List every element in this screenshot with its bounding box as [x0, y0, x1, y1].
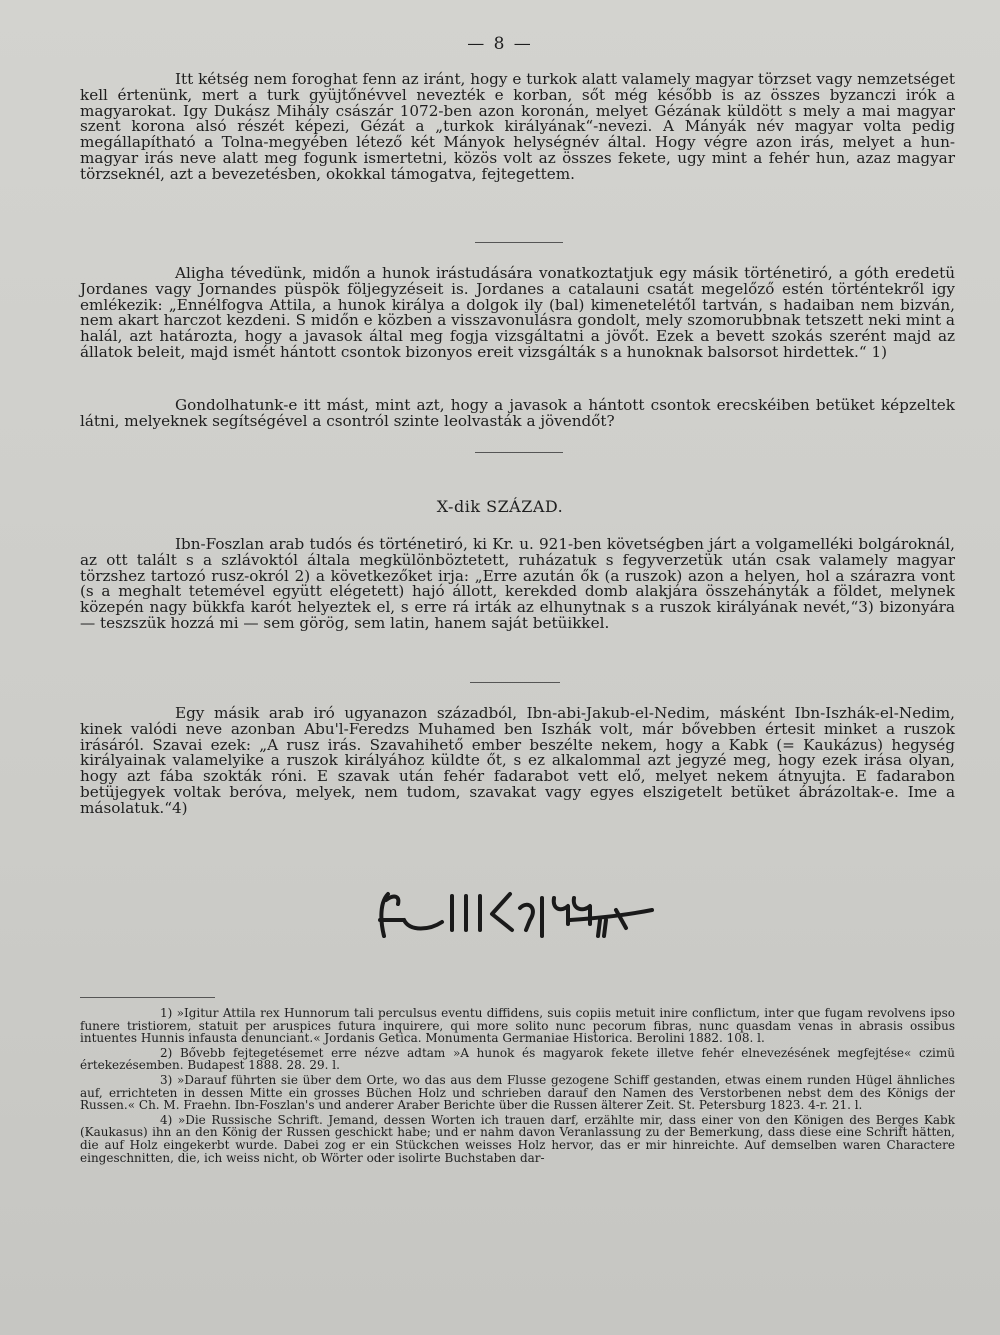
footnote-3: 3) »Darauf führten sie über dem Orte, wo das aus dem Flusse gezogene Schiff gestanden, etwas einem runden Hügel ähnliches auf, errichteten in dessen Mitte ein grosses Büchen Holz und schrieben darauf den Namen des Verstorbenen nebst dem des Königs der Russen.« Ch. M. Fraehn. Ibn-Foszlan's und anderer Araber Berichte über die Russen älterer Zeit. St. Petersburg 1823. 4-r. 21. l.: [80, 1072, 955, 1113]
section-heading: X-dik SZÁZAD.: [436, 497, 564, 516]
paragraph-text: Ibn-Foszlan arab tudós és történetiró, ki Kr. u. 921-ben követségben járt a volgamelléki bolgároknál, az ott talált s a szlávoktól általa megkülönböztetett, ruházatuk s fegyverzetük után csak valamely magyar törzshez tartozó rusz-okról 2) a következőket irja: „Erre azután ők (a ruszok) azon a helyen, hol a szárazra vont (s a meghalt tetemével együtt elégetett) hajó állott, kerekded domb alakjára összehányták a földet, melynek közepén nagy bükkfa karót helyeztek el, s erre rá irták az elhunytnak s a ruszok királyának nevét,“3) bizonyára — teszszük hozzá mi — sem görög, sem latin, hanem saját betüikkel.: [80, 535, 955, 632]
paragraph-ibn-foszlan: [80, 537, 955, 632]
footnote-4: 4) »Die Russische Schrift. Jemand, dessen Worten ich trauen darf, erzählte mir, dass einer von den Königen des Berges Kabk (Kaukasus) ihn an den König der Russen geschickt habe; und er nahm davon Veranlassung zu der Bemerkung, dass diese eine Schrift hätten, die auf Holz eingekerbt wurde. Dabei zog er ein Stückchen weisses Holz hervor, das er mir hinreichte. Auf demselben waren Charactere eingeschnitten, die, ich weiss nicht, ob Wörter oder isolirte Buchstaben dar-: [80, 1112, 955, 1165]
paragraph-text: Gondolhatunk-e itt mást, mint azt, hogy a javasok a hántott csontok erecskéiben betüket képzeltek látni, melyeknek segítségével a csontról szinte leolvasták a jövendőt?: [80, 396, 955, 430]
paragraph-jordanes: [80, 266, 955, 361]
footnote-divider: [80, 997, 215, 998]
footnotes: [80, 1007, 955, 1166]
paragraph-text: Itt kétség nem foroghat fenn az iránt, hogy e turkok alatt valamely magyar törzset vagy nemzetséget kell értenünk, mert a turk gyüjtőnévvel nevezték e korban, sőt még később is az összes byzanczi irók a magyarokat. Igy Dukász Mihály császár 1072-ben azon koronán, melyet Gézának küldött s mely a mai magyar szent korona alsó részét képezi, Gézát a „turkok királyának“-nevezi. A Mányák név magyar volta pedig megállapítható a Tolna-megyében létező két Mányok helységnév által. Hogy végre azon irás, melyet a hun-magyar irás neve alatt meg fogunk ismertetni, közös volt az összes fekete, ugy mint a fehér hun, azaz magyar törzseknél, azt a bevezetésben, okokkal támogatva, fejtegettem.: [80, 70, 955, 183]
paragraph-text: Aligha tévedünk, midőn a hunok irástudására vonatkoztatjuk egy másik történetiró, a góth eredetü Jordanes vagy Jornandes püspök följegyzéseit is. Jordanes a catalauni csatát megelőző estén történtekről igy emlékezik: „Ennélfogva Attila, a hunok királya a dolgok ily (bal) kimenetelétől tartván, s hadaiban nem bizván, nem akart harczot kezdeni. S midőn e közben a visszavonulásra gondolt, mely szomorubbnak tetszett neki mint a halál, azt határozta, hogy a javasok által meg fogja vizsgáltatni a jövőt. Ezek a bevett szokás szerént majd az állatok beleit, majd ismét hántott csontok bizonyos ereit vizsgálták s a hunoknak balsorsot hirdettek.“ 1): [80, 264, 955, 361]
section-divider: [475, 242, 563, 243]
footnote-2: 2) Bővebb fejtegetésemet erre nézve adtam »A hunok és magyarok fekete illetve fehér elnevezésének megfejtése« czimü értekezésemben. Budapest 1888. 28. 29. l.: [80, 1045, 955, 1073]
rune-inscription-icon: [370, 880, 660, 950]
paragraph-turks: [80, 72, 955, 183]
paragraph-text: Egy másik arab iró ugyanazon századból, Ibn-abi-Jakub-el-Nedim, másként Ibn-Iszhák-el-Nedim, kinek valódi neve azonban Abu'l-Feredzs Muhamed ben Iszhák volt, már bővebben értesit minket a ruszok irásáról. Szavai ezek: „A rusz irás. Szavahihető ember beszélte nekem, hogy a Kabk (= Kaukázus) hegység királyainak valamelyike a ruszok királyához küldte őt, s ez alkalommal azt jegyzé meg, hogy ezek irása olyan, hogy azt fába szokták róni. E szavak után fehér fadarabot vett elő, melyet nekem átnyujta. E fadarabon betüjegyek voltak beróva, melyek, nem tudom, szavakat vagy egyes elszigetelt betüket ábrázoltak-e. Ime a másolatuk.“4): [80, 704, 955, 817]
page-number: — 8 —: [467, 34, 533, 54]
paragraph-question: [80, 398, 955, 430]
section-divider: [470, 682, 560, 683]
paragraph-ibn-nedim: [80, 706, 955, 817]
section-divider: [475, 452, 563, 453]
footnote-1: 1) »Igitur Attila rex Hunnorum tali perculsus eventu diffidens, suis copiis metuit inire conflictum, inter que fugam revolvens ipso funere tristiorem, statuit per aruspices futura inquirere, qui more solito nunc pecorum fibras, nunc quasdam venas in abrasis ossibus intuentes Hunnis infausta denunciant.« Jordanis Getica. Monumenta Germaniae Historica. Berolini 1882. 108. l.: [80, 1006, 955, 1046]
